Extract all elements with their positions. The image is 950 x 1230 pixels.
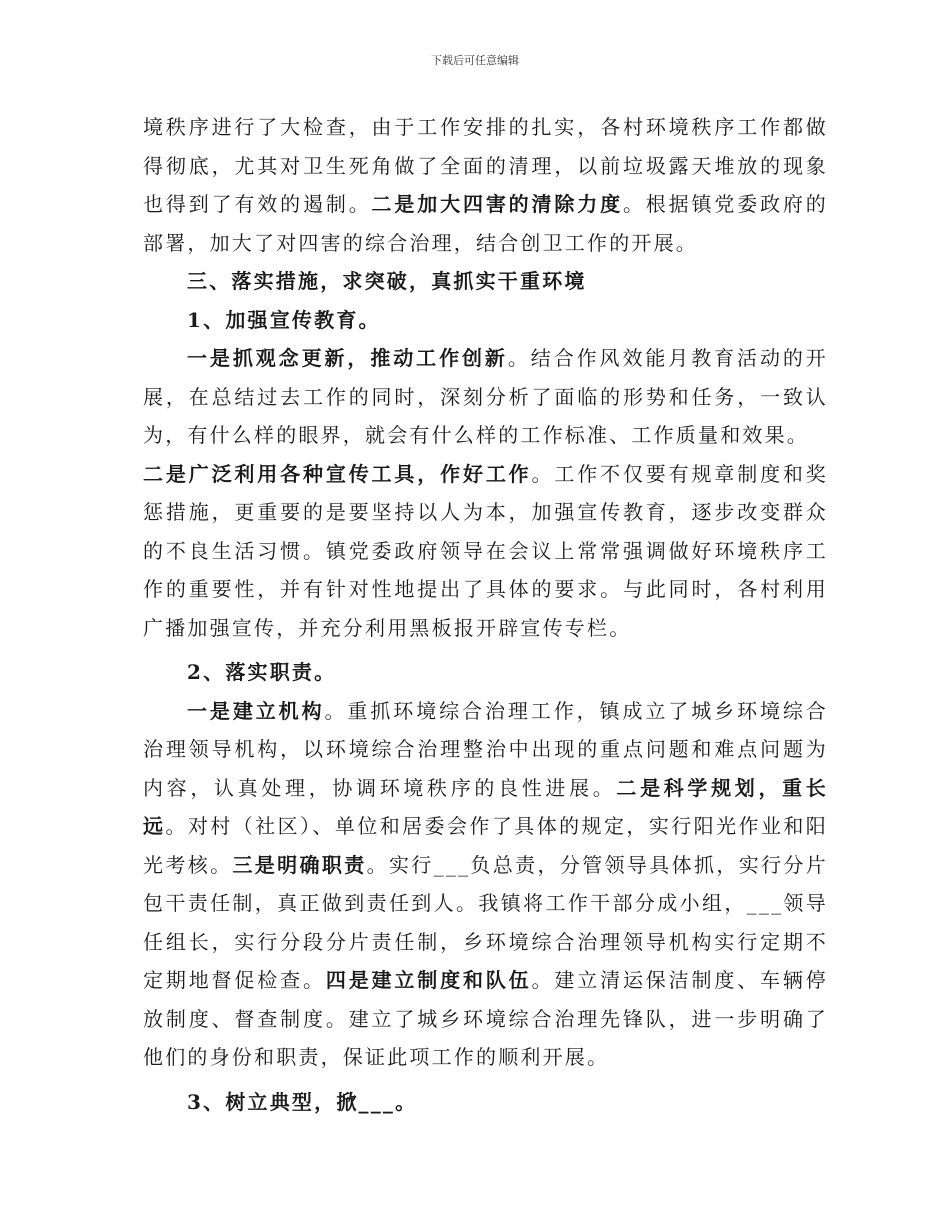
text-run: 。实行___负总责，分管领导具体抓，实行分片包干责任制，真正做到责任到人。我镇将工作干部分成小组，___领导任组长，实行分段分片责任制，乡环境综合治理领导机构实行定期不定期地督促检查。 <box>143 852 828 992</box>
paragraph-concept-update <box>143 339 828 455</box>
text-run: 。建立清运保洁制度、车辆停放制度、督查制度。建立了城乡环境综合治理先锋队，进一步明确了他们的身份和职责，保证此项工作的顺利开展。 <box>143 968 828 1069</box>
page-header: 下载后可任意编辑 <box>431 54 519 67</box>
document-body <box>143 108 828 1121</box>
text-run: 。重抓环境综合治理工作，镇成立了城乡环境综合治理领导机构，以环境综合治理整治中出现的重点问题和难点问题为内容，认真处理，协调环境秩序的良性进展。 <box>143 698 828 800</box>
bold-run: 三是明确职责 <box>232 852 367 877</box>
section-heading-3: 三、落实措施，求突破，真抓实干重环境 <box>187 269 587 293</box>
bold-run: 一是建立机构 <box>187 698 325 723</box>
subheading-1: 1、加强宣传教育。 <box>187 307 381 332</box>
text-run: 境秩序进行了大检查，由于工作安排的扎实，各村环境秩序工作都做得彻底，尤其对卫生死角做了全面的清理，以前垃圾露天堆放的现象也得到了有效的遏制。 <box>143 115 828 216</box>
subheading-3: 3、树立典型，掀___。 <box>187 1089 418 1114</box>
bold-run: 二是广泛利用各种宣传工具，作好工作 <box>143 461 532 486</box>
text-run: 。工作不仅要有规章制度和奖惩措施，更重要的是要坚持以人为本，加强宣传教育，逐步改变群众的不良生活习惯。镇党委政府领导在会议上常常强调做好环境秩序工作的重要性，并有针对性地提出了具体的要求。与此同时，各村利用广播加强宣传，并充分利用黑板报开辟宣传专栏。 <box>143 461 828 640</box>
bold-run: 二是科学规划，重长远 <box>143 775 828 838</box>
text-run: 。结合作风效能月教育活动的开展，在总结过去工作的同时，深刻分析了面临的形势和任务，一致认为，有什么样的眼界，就会有什么样的工作标准、工作质量和效果。 <box>143 346 828 447</box>
bold-run: 四是建立制度和队伍 <box>325 968 532 992</box>
text-run: 。根据镇党委政府的部署，加大了对四害的综合治理，结合创卫工作的开展。 <box>143 192 828 255</box>
bold-run: 一是抓观念更新，推动工作创新 <box>187 346 508 370</box>
paragraph-environment-check <box>143 108 828 262</box>
bold-run: 二是加大四害的清除力度 <box>371 192 623 216</box>
text-run: 。对村（社区）、单位和居委会作了具体的规定，实行阳光作业和阳光考核。 <box>143 814 829 877</box>
paragraph-publicity-tools <box>143 455 828 648</box>
paragraph-responsibilities <box>143 692 828 1077</box>
subheading-2: 2、落实职责。 <box>187 660 337 684</box>
